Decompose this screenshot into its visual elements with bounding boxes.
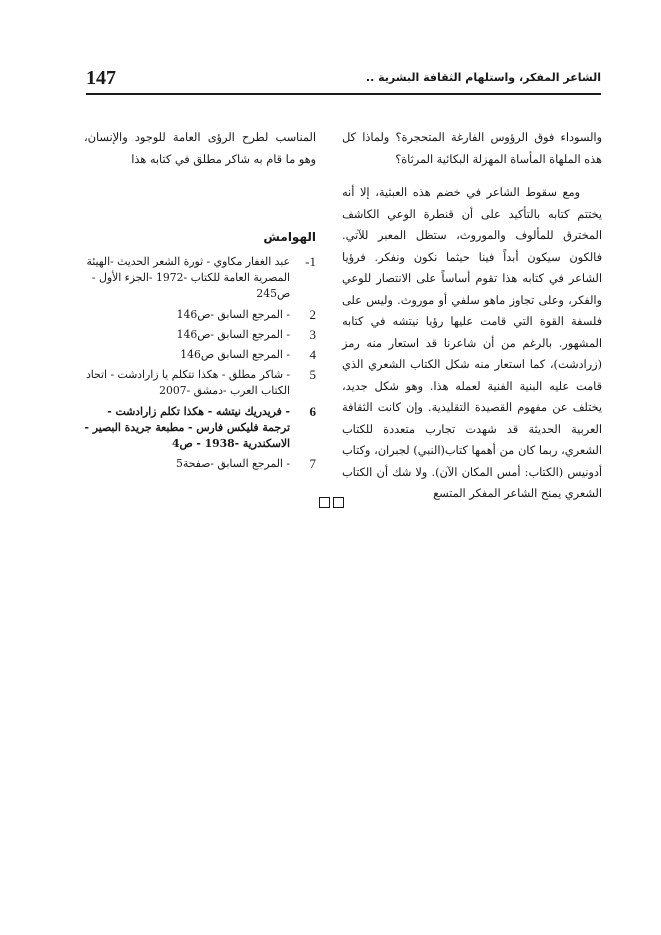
footnote-number: 1- bbox=[305, 254, 316, 269]
footnote-number: 7 bbox=[309, 456, 316, 472]
footnote bbox=[84, 404, 316, 453]
header-rule bbox=[86, 93, 601, 95]
footnotes-list bbox=[84, 254, 316, 472]
footnote-text: عبد الغفار مكاوي - ثورة الشعر الحديث -الهيئة المصرية العامة للكتاب -1972 -الجزء الأول - ص245 bbox=[86, 255, 290, 301]
footnote bbox=[84, 254, 316, 303]
footnote-text: - فريدريك نيتشه - هكذا تكلم زارادشت - ترجمة فليكس فارس - مطبعة جريدة البصير - الاسكندرية -1938 - ص4 bbox=[84, 404, 290, 451]
footnote bbox=[84, 327, 316, 343]
paragraph-continuation: المناسب لطرح الرؤى العامة للوجود والإنسان، وهو ما قام به شاكر مطلق في كتابه هذا bbox=[84, 131, 316, 166]
square-mark bbox=[333, 497, 344, 508]
footnote-number: 5 bbox=[309, 367, 316, 383]
footnotes-heading: الهوامش bbox=[263, 230, 316, 244]
footnote bbox=[84, 367, 316, 399]
end-marks bbox=[319, 497, 347, 509]
left-column bbox=[84, 127, 316, 476]
footnote-number: 2 bbox=[309, 306, 316, 322]
right-column bbox=[342, 127, 602, 505]
footnote-text: - شاكر مطلق - هكذا تتكلم يا زارادشت - اتحاد الكتاب العرب -دمشق -2007 bbox=[85, 368, 290, 398]
square-mark bbox=[319, 497, 330, 508]
footnote-number: 6 bbox=[309, 403, 316, 419]
page-number: 147 bbox=[86, 67, 116, 89]
paragraph: والسوداء فوق الرؤوس الفارغة المتحجرة؟ ولماذا كل هذه الملهاة المأساة المهزلة البكائية المرثاة؟ bbox=[342, 131, 602, 166]
footnote bbox=[84, 347, 316, 363]
footnote-number: 3 bbox=[309, 326, 316, 342]
footnote-text: - المرجع السابق -صفحة5 bbox=[176, 457, 290, 471]
page-header bbox=[86, 66, 601, 92]
paragraph: ومع سقوط الشاعر في خضم هذه العبثية، إلا أنه يختتم كتابه بالتأكيد على أن قنطرة الوعي الكاشف المخترق للمألوف والموروث، ستظل المعبر للآتي. فالكون سيكون أبداً فينا حيثما نكون ونفكر. فرؤيا الشاعر في كتابه هذا تقوم أساساً على الانتصار للوعي والفكر، وعلى تجاوز ماهو سلفي أو موروث. وليس على فلسفة القوة التي قامت عليها رؤيا نيتشه في كتابه المشهور. بالرغم من أن شاعرنا قد استعار منه رمز (زرادشت)، كما استعار منه شكل الكتاب الشعري الذي قامت عليه البنية الفنية لعمله هذا. وهو شكل جديد، يختلف عن مفهوم القصيدة التقليدية. وإن كانت الثقافة العربية الحديثة قد شهدت تجارب متعددة للكتاب الشعري، ربما كان من أهمها كتاب(النبي) لجبران، وكتاب أدونيس (الكتاب: أمس المكان الآن). ولا شك أن الكتاب الشعري يمنح الشاعر المفكر المتسع bbox=[342, 186, 602, 500]
footnote-text: - المرجع السابق -ص146 bbox=[176, 307, 290, 321]
footnote bbox=[84, 456, 316, 472]
footnote-text: - المرجع السابق -ص146 bbox=[176, 327, 290, 341]
footnote bbox=[84, 307, 316, 323]
running-title: الشاعر المفكر، واستلهام الثقافة البشرية .. bbox=[365, 71, 601, 84]
footnote-number: 4 bbox=[309, 347, 316, 363]
footnote-text: - المرجع السابق ص146 bbox=[180, 348, 290, 362]
